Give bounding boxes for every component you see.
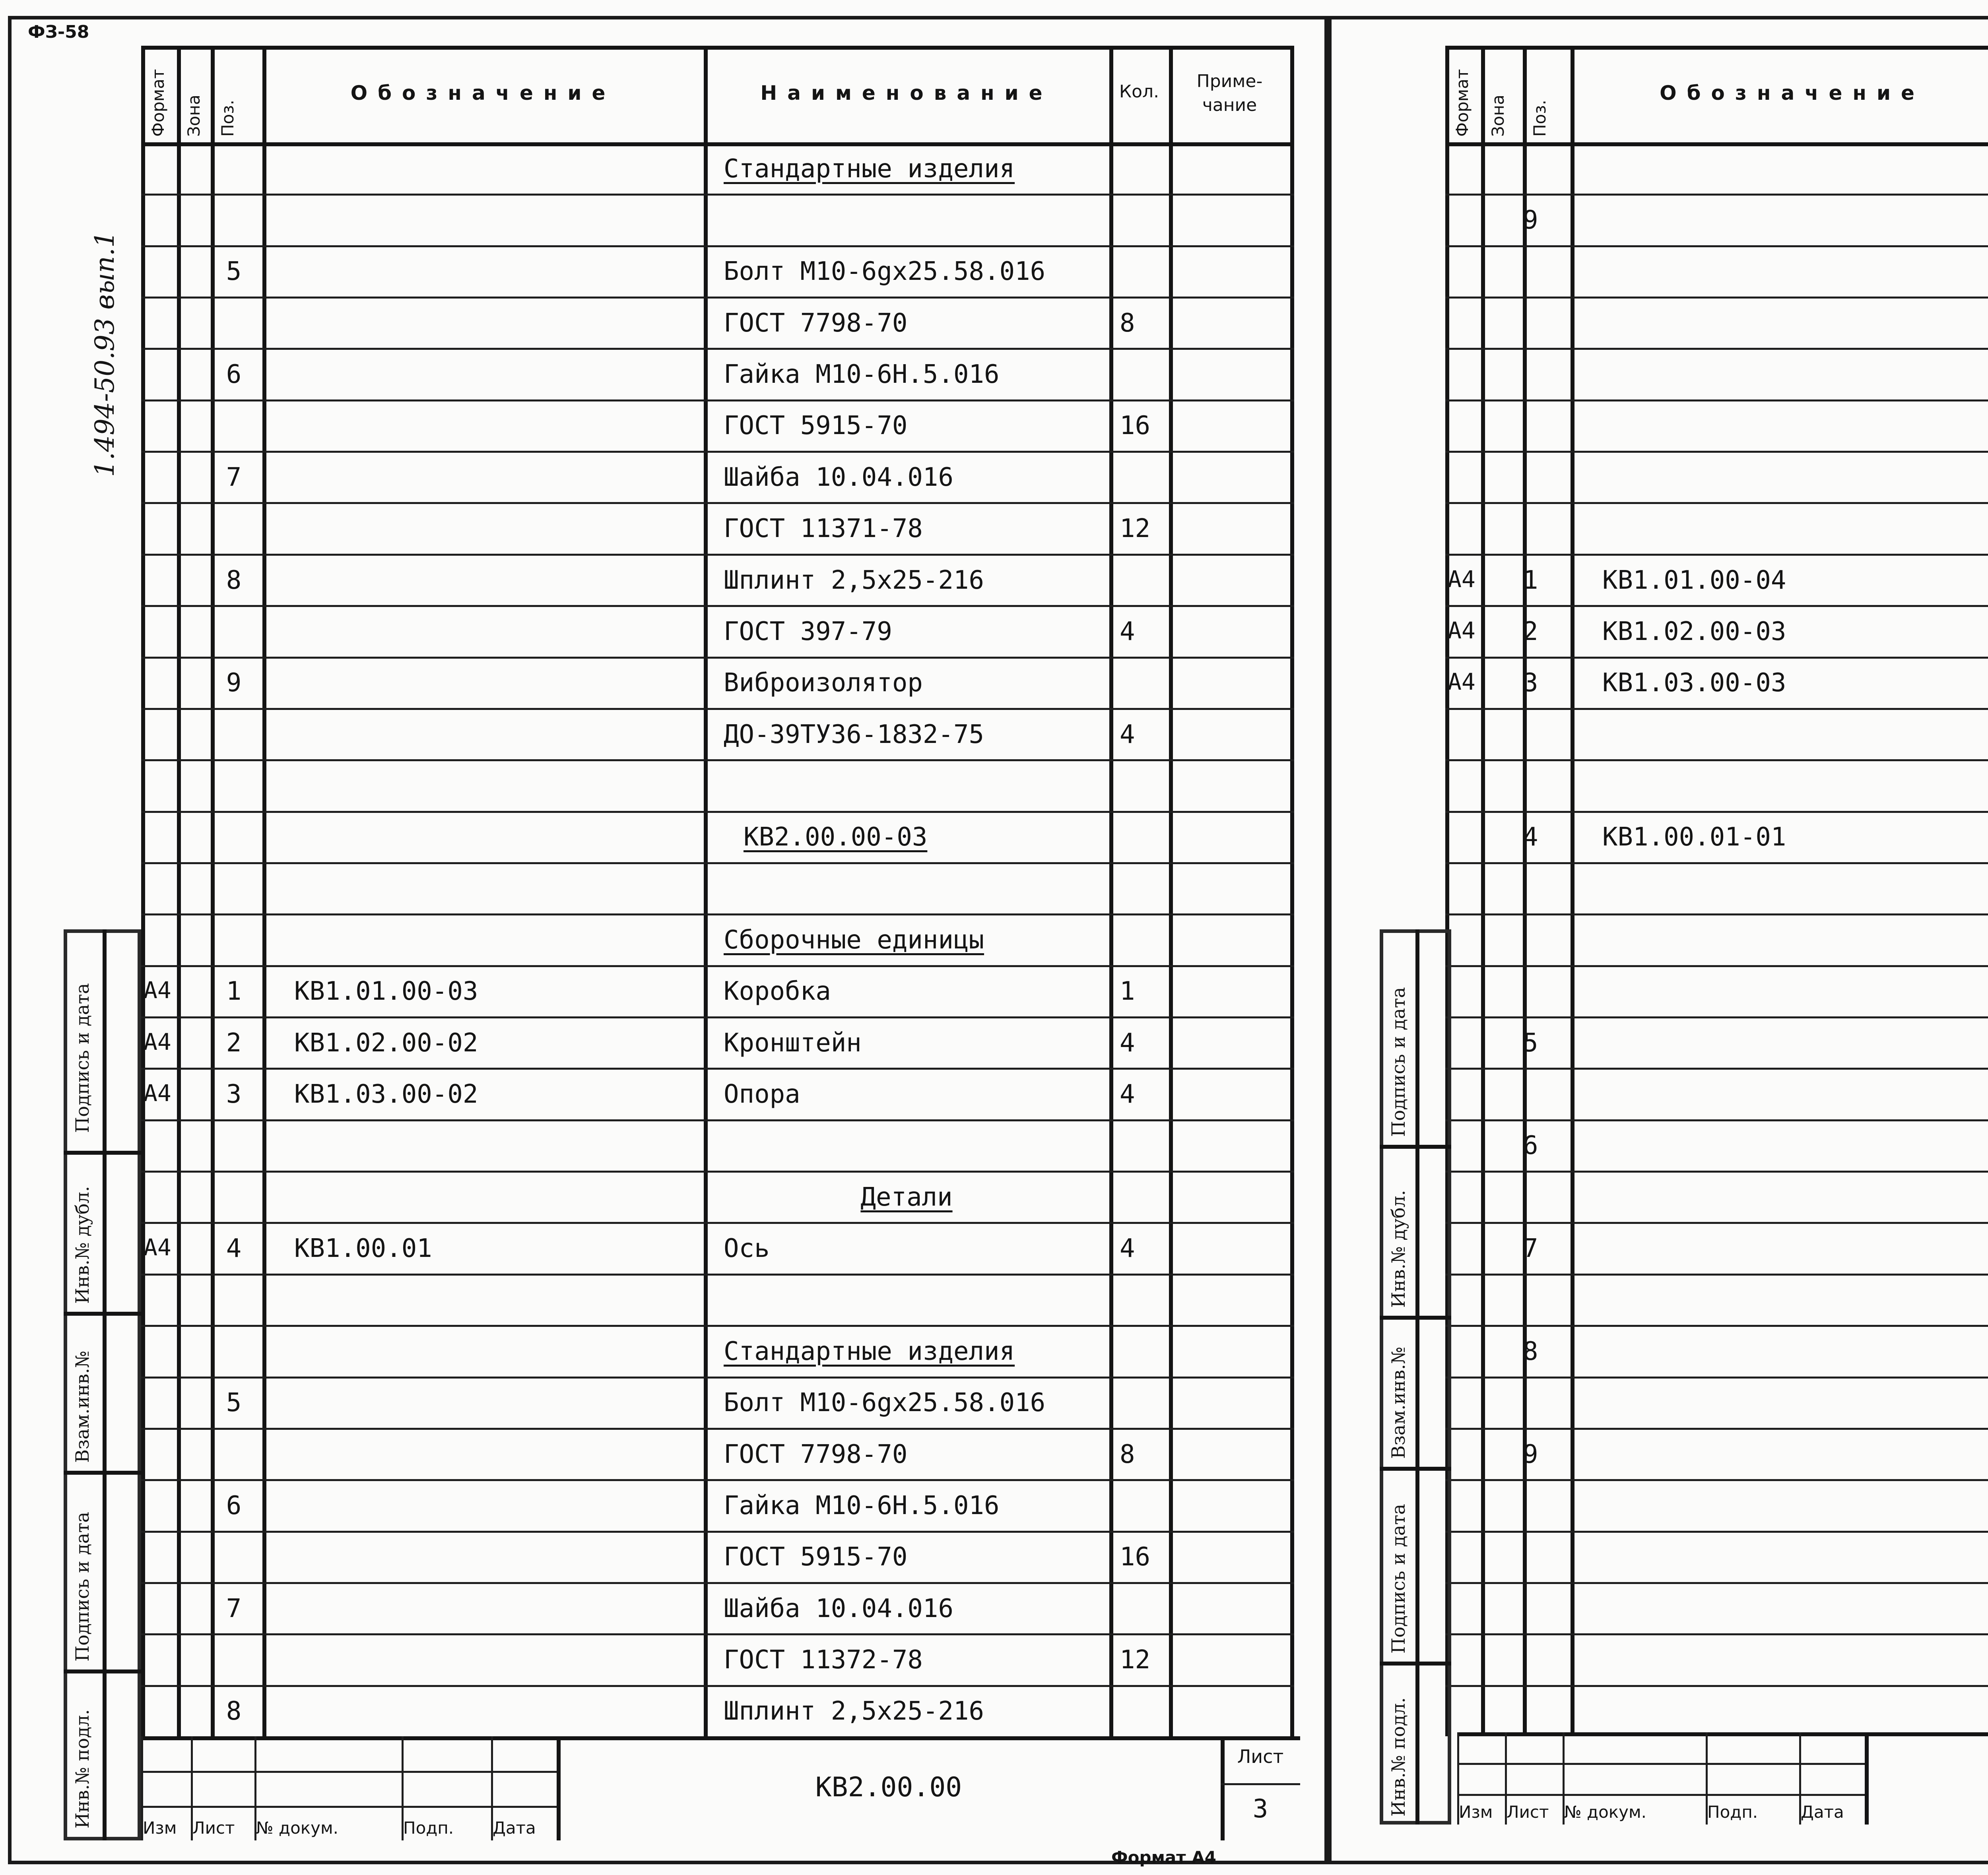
row-line: [141, 502, 1294, 504]
header-bottom-line: [141, 142, 1294, 146]
document-designation: КВ2.00.00: [815, 1772, 962, 1803]
side-block-divider: [1415, 929, 1419, 1825]
column-divider: [211, 46, 215, 1736]
column-divider: [1109, 46, 1113, 1736]
row-line: [141, 811, 1294, 813]
section-heading: Сборочные единицы: [724, 925, 984, 955]
row-name: ГОСТ 7798-70: [724, 308, 908, 338]
side-block-line: [1380, 1467, 1451, 1471]
header-designation: Обозначение: [1660, 81, 1925, 105]
stamp-column-label: Дата: [1801, 1802, 1844, 1822]
stamp-row-line: [141, 1806, 557, 1808]
row-line: [1445, 1016, 1988, 1018]
stamp-top-line: [1457, 1732, 1988, 1736]
row-position: 1: [1523, 565, 1538, 595]
row-designation: КВ1.02.00-02: [294, 1028, 478, 1058]
row-quantity: 8: [1120, 1439, 1135, 1469]
row-line: [1445, 862, 1988, 864]
row-position: 8: [1523, 1336, 1538, 1366]
row-line: [141, 1222, 1294, 1224]
side-label: Подпись и дата: [72, 983, 93, 1133]
row-line: [1445, 502, 1988, 504]
row-designation: КВ1.00.01-01: [1602, 822, 1786, 852]
row-line: [1445, 605, 1988, 607]
column-divider: [141, 46, 145, 1736]
row-quantity: 12: [1120, 514, 1151, 544]
row-line: [141, 194, 1294, 196]
row-line: [141, 1325, 1294, 1327]
row-position: 4: [1523, 822, 1538, 852]
row-line: [141, 1479, 1294, 1481]
row-quantity: 8: [1120, 308, 1135, 338]
column-divider: [1290, 46, 1294, 1736]
row-line: [141, 1428, 1294, 1430]
row-line: [141, 1531, 1294, 1533]
row-line: [1445, 1428, 1988, 1430]
row-designation: КВ1.02.00-03: [1602, 617, 1786, 646]
row-line: [1445, 399, 1988, 401]
side-label: Инв.№ подл.: [1388, 1697, 1409, 1817]
row-name: Болт М10-6gx25.58.016: [724, 257, 1046, 287]
row-quantity: 16: [1120, 411, 1151, 441]
sheet-label: Лист: [1237, 1746, 1284, 1767]
row-name: Шплинт 2,5х25-216: [724, 565, 984, 595]
stamp-column-label: Дата: [493, 1818, 536, 1838]
stamp-column-label: Подп.: [403, 1818, 454, 1838]
row-position: 7: [1523, 1234, 1538, 1264]
row-line: [141, 297, 1294, 299]
row-position: 9: [1523, 1439, 1538, 1469]
row-format: А4: [144, 1028, 171, 1055]
row-format: А4: [1448, 565, 1475, 593]
stamp-column-label: Изм: [1459, 1802, 1493, 1822]
stamp-top-line: [141, 1736, 1300, 1740]
row-line: [141, 1016, 1294, 1018]
row-position: 7: [226, 462, 242, 492]
stamp-row-line: [1457, 1763, 1865, 1765]
row-position: 1: [226, 977, 242, 1006]
row-format: А4: [144, 977, 171, 1004]
row-line: [141, 862, 1294, 864]
side-label: Взам.инв.№: [1388, 1346, 1409, 1459]
side-block-line: [64, 1669, 141, 1673]
stamp-column-label: Лист: [1507, 1802, 1549, 1822]
column-divider: [177, 46, 181, 1736]
row-line: [141, 965, 1294, 967]
series-code: 1.494-50.93 вып.1: [89, 231, 120, 477]
row-name: Ось: [724, 1234, 770, 1264]
row-position: 5: [226, 1388, 242, 1418]
row-position: 4: [226, 1234, 242, 1264]
side-label: Подпись и дата: [1388, 987, 1409, 1137]
side-block-line: [1380, 1145, 1451, 1149]
row-name: ГОСТ 5915-70: [724, 411, 908, 441]
header-format: Формат: [1452, 69, 1472, 137]
row-line: [1445, 965, 1988, 967]
header-format: Формат: [148, 69, 168, 137]
row-quantity: 4: [1120, 617, 1135, 646]
row-line: [1445, 1222, 1988, 1224]
row-line: [1445, 1325, 1988, 1327]
row-name: ГОСТ 11371-78: [724, 514, 923, 544]
row-line: [1445, 759, 1988, 761]
row-position: 6: [226, 1491, 242, 1520]
column-divider: [262, 46, 266, 1736]
side-label: Подпись и дата: [1388, 1504, 1409, 1654]
row-line: [1445, 1685, 1988, 1687]
row-name: Кронштейн: [724, 1028, 862, 1058]
row-line: [141, 759, 1294, 761]
row-line: [141, 245, 1294, 247]
header-top-line: [1445, 46, 1988, 50]
header-top-line: [141, 46, 1294, 50]
stamp-column-label: Изм: [143, 1818, 177, 1838]
row-line: [141, 708, 1294, 710]
row-line: [141, 1119, 1294, 1121]
row-name: Шайба 10.04.016: [724, 462, 953, 492]
header-note-line2: чание: [1202, 95, 1257, 115]
row-position: 9: [1523, 206, 1538, 235]
row-designation: КВ1.00.01: [294, 1234, 432, 1264]
header-note-line1: Приме-: [1196, 71, 1263, 91]
side-block-line: [1380, 1662, 1451, 1666]
stamp-column-label: № докум.: [1564, 1802, 1647, 1822]
row-line: [1445, 708, 1988, 710]
sheet-frame: [8, 16, 1328, 1864]
stamp-row-line: [1457, 1794, 1865, 1796]
row-format: А4: [1448, 668, 1475, 696]
row-line: [141, 657, 1294, 659]
row-line: [1445, 297, 1988, 299]
row-name: Болт М10-6gx25.58.016: [724, 1388, 1046, 1418]
row-format: А4: [144, 1234, 171, 1261]
row-line: [141, 1377, 1294, 1379]
row-position: 7: [226, 1594, 242, 1623]
header-name: Наименование: [760, 81, 1053, 105]
row-quantity: 4: [1120, 1028, 1135, 1058]
row-format: А4: [144, 1080, 171, 1107]
row-line: [141, 913, 1294, 915]
row-position: 3: [226, 1080, 242, 1109]
row-format: А4: [1448, 617, 1475, 644]
stamp-column-label: № докум.: [256, 1818, 339, 1838]
row-name: Виброизолятор: [724, 668, 923, 698]
row-line: [1445, 657, 1988, 659]
side-block-line: [1380, 1316, 1451, 1320]
row-line: [1445, 451, 1988, 453]
row-position: 2: [226, 1028, 242, 1058]
row-line: [1445, 811, 1988, 813]
row-line: [1445, 1633, 1988, 1635]
side-block-line: [64, 1312, 141, 1316]
row-line: [1445, 1119, 1988, 1121]
column-divider: [1571, 46, 1574, 1736]
row-quantity: 1: [1120, 977, 1135, 1006]
row-name: Гайка М10-6Н.5.016: [724, 360, 1000, 390]
document-designation: [1865, 1762, 1988, 1793]
header-position: Поз.: [1530, 100, 1549, 137]
row-name: Гайка М10-6Н.5.016: [724, 1491, 1000, 1520]
row-position: 5: [226, 257, 242, 287]
row-name: Коробка: [724, 977, 831, 1006]
row-quantity: 12: [1120, 1645, 1151, 1675]
row-line: [1445, 1479, 1988, 1481]
header-zone: Зона: [1488, 95, 1508, 137]
row-designation: КВ1.01.00-03: [294, 977, 478, 1006]
format-label: Формат А4: [1111, 1848, 1216, 1867]
row-quantity: 4: [1120, 1080, 1135, 1109]
row-line: [1445, 1582, 1988, 1584]
section-heading: КВ2.00.00-03: [744, 822, 928, 852]
row-line: [1445, 1171, 1988, 1173]
row-line: [141, 1068, 1294, 1070]
row-line: [1445, 913, 1988, 915]
row-line: [141, 1274, 1294, 1276]
row-position: 3: [1523, 668, 1538, 698]
column-divider: [1169, 46, 1173, 1736]
row-name: ГОСТ 5915-70: [724, 1542, 908, 1572]
row-line: [141, 1685, 1294, 1687]
row-line: [1445, 1068, 1988, 1070]
column-divider: [1481, 46, 1485, 1736]
side-block-line: [64, 1151, 141, 1155]
section-heading: Стандартные изделия: [724, 1336, 1015, 1366]
column-divider: [1523, 46, 1527, 1736]
row-name: ГОСТ 7798-70: [724, 1439, 908, 1469]
side-label: Инв.№ дубл.: [1388, 1190, 1409, 1308]
section-heading: Детали: [860, 1182, 953, 1212]
row-position: 8: [226, 565, 242, 595]
side-block-divider: [103, 929, 107, 1840]
stamp-column-label: Лист: [192, 1818, 235, 1838]
row-line: [1445, 194, 1988, 196]
row-quantity: 4: [1120, 1234, 1135, 1264]
row-position: 6: [1523, 1131, 1538, 1161]
stamp-row-line: [141, 1771, 557, 1773]
side-label: Инв.№ дубл.: [72, 1186, 93, 1304]
row-line: [1445, 1531, 1988, 1533]
stamp-sheet-line: [1221, 1783, 1300, 1785]
row-line: [141, 1633, 1294, 1635]
row-line: [141, 348, 1294, 350]
row-designation: КВ1.03.00-02: [294, 1080, 478, 1109]
row-line: [1445, 348, 1988, 350]
top-stamp-code: ФЗ-58: [28, 22, 89, 42]
row-line: [141, 605, 1294, 607]
row-name: ГОСТ 11372-78: [724, 1645, 923, 1675]
row-position: 9: [226, 668, 242, 698]
row-line: [1445, 554, 1988, 556]
header-designation: Обозначение: [350, 81, 616, 105]
side-label: Инв.№ подл.: [72, 1709, 93, 1828]
row-line: [141, 1171, 1294, 1173]
row-position: 6: [226, 360, 242, 390]
row-position: 2: [1523, 617, 1538, 646]
row-line: [141, 399, 1294, 401]
row-position: 5: [1523, 1028, 1538, 1058]
header-zone: Зона: [184, 95, 204, 137]
stamp-column-label: Подп.: [1707, 1802, 1758, 1822]
row-line: [141, 451, 1294, 453]
row-designation: КВ1.01.00-04: [1602, 565, 1786, 595]
row-line: [1445, 245, 1988, 247]
side-label: Подпись и дата: [72, 1512, 93, 1662]
side-block-line: [64, 1471, 141, 1475]
row-line: [1445, 1377, 1988, 1379]
row-quantity: 16: [1120, 1542, 1151, 1572]
row-line: [141, 1582, 1294, 1584]
row-designation: КВ1.03.00-03: [1602, 668, 1786, 698]
row-line: [1445, 1274, 1988, 1276]
header-position: Поз.: [218, 100, 237, 137]
row-line: [141, 554, 1294, 556]
row-name: Опора: [724, 1080, 800, 1109]
column-divider: [704, 46, 708, 1736]
sheet-number: 3: [1252, 1794, 1268, 1824]
row-name: Шайба 10.04.016: [724, 1594, 953, 1623]
header-quantity: Кол.: [1119, 81, 1159, 102]
row-quantity: 4: [1120, 719, 1135, 749]
row-name: Шплинт 2,5х25-216: [724, 1697, 984, 1726]
row-name: ГОСТ 397-79: [724, 617, 892, 646]
header-bottom-line: [1445, 142, 1988, 146]
row-position: 8: [226, 1697, 242, 1726]
section-heading: Стандартные изделия: [724, 154, 1015, 184]
side-label: Взам.инв.№: [72, 1350, 93, 1463]
row-name: ДО-39ТУ36-1832-75: [724, 719, 984, 749]
